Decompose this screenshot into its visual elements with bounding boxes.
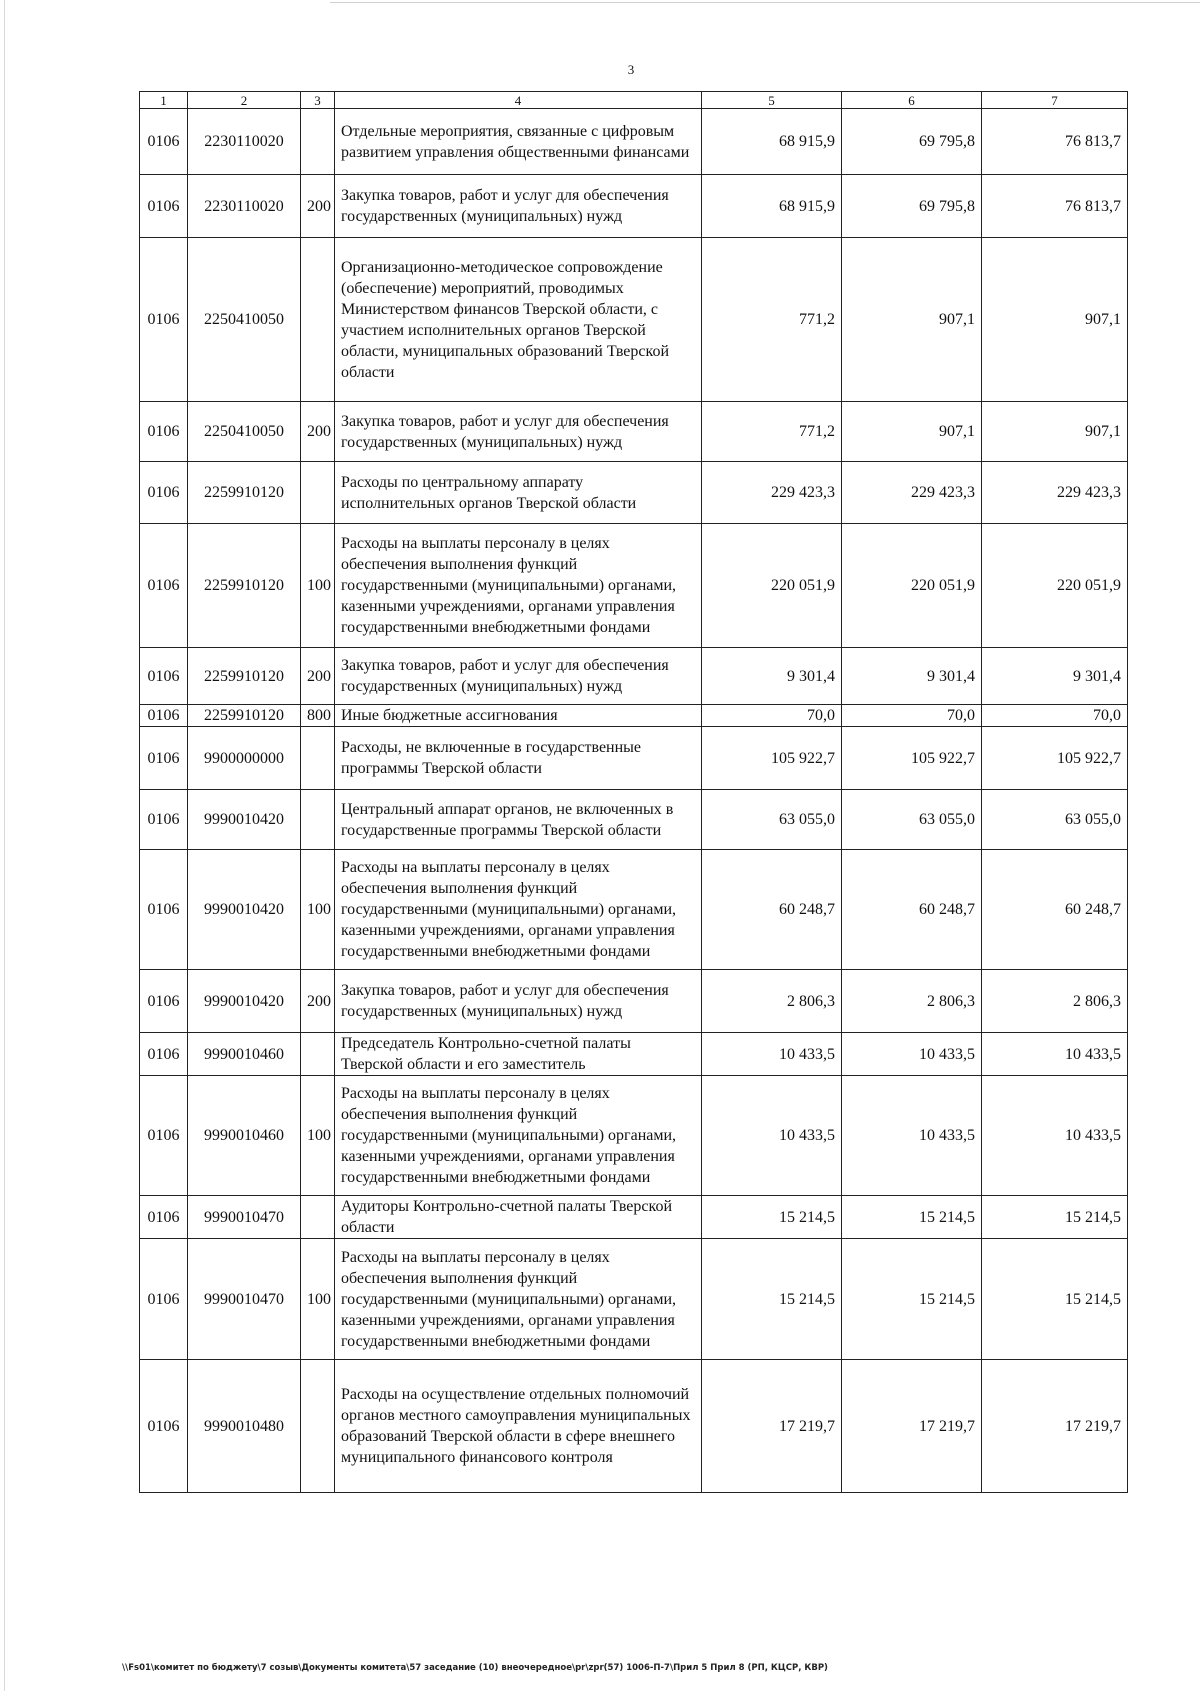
amount-col7-cell: 907,1: [982, 238, 1128, 402]
expense-type-cell: [301, 1033, 335, 1076]
footer-file-path: \\Fs01\комитет по бюджету\7 созыв\Документы комитета\57 заседание (10) внеочередное\pr\zpr(57) 1006-П-7\Прил 5 Прил 8 (РП, КЦСР, КВР): [122, 1663, 828, 1673]
amount-col6-cell: 229 423,3: [842, 462, 982, 524]
table-row: [140, 790, 1128, 850]
amount-col6-cell: 60 248,7: [842, 850, 982, 970]
amount-col7-cell: 220 051,9: [982, 524, 1128, 648]
target-article-cell: 9990010470: [188, 1196, 301, 1239]
target-article-cell: 2250410050: [188, 238, 301, 402]
amount-col6-cell: 70,0: [842, 705, 982, 727]
column-header: 5: [702, 92, 842, 109]
table-row: [140, 462, 1128, 524]
description-cell: Организационно-методическое сопровождение (обеспечение) мероприятий, проводимых Министерством финансов Тверской области, с участием исполнительных органов Тверской области, муниципальных образований Тверской области: [335, 238, 702, 402]
table-row: [140, 402, 1128, 462]
amount-col5-cell: 2 806,3: [702, 970, 842, 1033]
amount-col5-cell: 105 922,7: [702, 727, 842, 790]
scan-edge-left: [4, 0, 5, 1691]
amount-col5-cell: 10 433,5: [702, 1033, 842, 1076]
amount-col6-cell: 907,1: [842, 238, 982, 402]
amount-col6-cell: 17 219,7: [842, 1360, 982, 1493]
table-row: [140, 705, 1128, 727]
amount-col6-cell: 69 795,8: [842, 109, 982, 175]
target-article-cell: 9990010460: [188, 1033, 301, 1076]
amount-col6-cell: 10 433,5: [842, 1033, 982, 1076]
column-header: 3: [301, 92, 335, 109]
description-cell: Центральный аппарат органов, не включенных в государственные программы Тверской области: [335, 790, 702, 850]
amount-col6-cell: 220 051,9: [842, 524, 982, 648]
section-code-cell: 0106: [140, 524, 188, 648]
amount-col5-cell: 771,2: [702, 402, 842, 462]
budget-table: [139, 91, 1128, 1493]
target-article-cell: 9990010420: [188, 790, 301, 850]
amount-col7-cell: 10 433,5: [982, 1076, 1128, 1196]
amount-col5-cell: 70,0: [702, 705, 842, 727]
expense-type-cell: 200: [301, 175, 335, 238]
amount-col6-cell: 907,1: [842, 402, 982, 462]
table-row: [140, 648, 1128, 705]
expense-type-cell: 100: [301, 1239, 335, 1360]
description-cell: Расходы на выплаты персоналу в целях обеспечения выполнения функций государственными (муниципальными) органами, казенными учреждениями, органами управления государственными внебюджетными фондами: [335, 1239, 702, 1360]
table-row: [140, 1076, 1128, 1196]
amount-col7-cell: 15 214,5: [982, 1196, 1128, 1239]
expense-type-cell: [301, 790, 335, 850]
target-article-cell: 9900000000: [188, 727, 301, 790]
target-article-cell: 9990010420: [188, 850, 301, 970]
amount-col7-cell: 70,0: [982, 705, 1128, 727]
table-row: [140, 1239, 1128, 1360]
column-header: 4: [335, 92, 702, 109]
target-article-cell: 2259910120: [188, 705, 301, 727]
description-cell: Отдельные мероприятия, связанные с цифровым развитием управления общественными финансами: [335, 109, 702, 175]
description-cell: Закупка товаров, работ и услуг для обеспечения государственных (муниципальных) нужд: [335, 970, 702, 1033]
target-article-cell: 2230110020: [188, 109, 301, 175]
section-code-cell: 0106: [140, 850, 188, 970]
description-cell: Расходы по центральному аппарату исполнительных органов Тверской области: [335, 462, 702, 524]
table-row: [140, 238, 1128, 402]
table-row: [140, 1033, 1128, 1076]
amount-col7-cell: 17 219,7: [982, 1360, 1128, 1493]
page-number: 3: [627, 62, 635, 77]
amount-col5-cell: 68 915,9: [702, 109, 842, 175]
section-code-cell: 0106: [140, 705, 188, 727]
table-row: [140, 727, 1128, 790]
section-code-cell: 0106: [140, 1076, 188, 1196]
section-code-cell: 0106: [140, 790, 188, 850]
target-article-cell: 9990010480: [188, 1360, 301, 1493]
section-code-cell: 0106: [140, 1360, 188, 1493]
section-code-cell: 0106: [140, 1033, 188, 1076]
description-cell: Закупка товаров, работ и услуг для обеспечения государственных (муниципальных) нужд: [335, 175, 702, 238]
description-cell: Закупка товаров, работ и услуг для обеспечения государственных (муниципальных) нужд: [335, 402, 702, 462]
amount-col7-cell: 9 301,4: [982, 648, 1128, 705]
column-header: 6: [842, 92, 982, 109]
table-row: [140, 109, 1128, 175]
target-article-cell: 2250410050: [188, 402, 301, 462]
target-article-cell: 2259910120: [188, 462, 301, 524]
expense-type-cell: 100: [301, 524, 335, 648]
expense-type-cell: [301, 109, 335, 175]
amount-col6-cell: 10 433,5: [842, 1076, 982, 1196]
amount-col7-cell: 2 806,3: [982, 970, 1128, 1033]
amount-col7-cell: 10 433,5: [982, 1033, 1128, 1076]
amount-col6-cell: 69 795,8: [842, 175, 982, 238]
amount-col6-cell: 63 055,0: [842, 790, 982, 850]
description-cell: Председатель Контрольно-счетной палаты Тверской области и его заместитель: [335, 1033, 702, 1076]
amount-col5-cell: 15 214,5: [702, 1196, 842, 1239]
expense-type-cell: 200: [301, 970, 335, 1033]
section-code-cell: 0106: [140, 1196, 188, 1239]
column-header: 2: [188, 92, 301, 109]
section-code-cell: 0106: [140, 648, 188, 705]
amount-col7-cell: 105 922,7: [982, 727, 1128, 790]
description-cell: Расходы, не включенные в государственные программы Тверской области: [335, 727, 702, 790]
amount-col7-cell: 76 813,7: [982, 175, 1128, 238]
expense-type-cell: [301, 1360, 335, 1493]
amount-col5-cell: 220 051,9: [702, 524, 842, 648]
table-row: [140, 524, 1128, 648]
amount-col5-cell: 9 301,4: [702, 648, 842, 705]
target-article-cell: 9990010460: [188, 1076, 301, 1196]
section-code-cell: 0106: [140, 109, 188, 175]
amount-col7-cell: 229 423,3: [982, 462, 1128, 524]
target-article-cell: 2259910120: [188, 648, 301, 705]
table-row: [140, 850, 1128, 970]
description-cell: Расходы на осуществление отдельных полномочий органов местного самоуправления муниципальных образований Тверской области в сфере внешнего муниципального финансового контроля: [335, 1360, 702, 1493]
section-code-cell: 0106: [140, 462, 188, 524]
expense-type-cell: 100: [301, 1076, 335, 1196]
expense-type-cell: [301, 727, 335, 790]
scan-edge-top: [330, 2, 1200, 3]
target-article-cell: 2259910120: [188, 524, 301, 648]
description-cell: Аудиторы Контрольно-счетной палаты Тверской области: [335, 1196, 702, 1239]
amount-col5-cell: 10 433,5: [702, 1076, 842, 1196]
table-body: [140, 92, 1128, 1493]
amount-col7-cell: 76 813,7: [982, 109, 1128, 175]
amount-col5-cell: 15 214,5: [702, 1239, 842, 1360]
expense-type-cell: 200: [301, 402, 335, 462]
table-row: [140, 175, 1128, 238]
description-cell: Расходы на выплаты персоналу в целях обеспечения выполнения функций государственными (муниципальными) органами, казенными учреждениями, органами управления государственными внебюджетными фондами: [335, 850, 702, 970]
amount-col5-cell: 68 915,9: [702, 175, 842, 238]
amount-col6-cell: 15 214,5: [842, 1196, 982, 1239]
column-header: 7: [982, 92, 1128, 109]
amount-col7-cell: 63 055,0: [982, 790, 1128, 850]
target-article-cell: 2230110020: [188, 175, 301, 238]
expense-type-cell: 100: [301, 850, 335, 970]
amount-col5-cell: 60 248,7: [702, 850, 842, 970]
amount-col7-cell: 907,1: [982, 402, 1128, 462]
amount-col5-cell: 771,2: [702, 238, 842, 402]
expense-type-cell: [301, 238, 335, 402]
amount-col5-cell: 229 423,3: [702, 462, 842, 524]
section-code-cell: 0106: [140, 175, 188, 238]
column-header: 1: [140, 92, 188, 109]
section-code-cell: 0106: [140, 970, 188, 1033]
description-cell: Закупка товаров, работ и услуг для обеспечения государственных (муниципальных) нужд: [335, 648, 702, 705]
amount-col6-cell: 9 301,4: [842, 648, 982, 705]
section-code-cell: 0106: [140, 238, 188, 402]
column-number-row: [140, 92, 1128, 109]
table-row: [140, 1196, 1128, 1239]
amount-col6-cell: 2 806,3: [842, 970, 982, 1033]
table-row: [140, 1360, 1128, 1493]
section-code-cell: 0106: [140, 727, 188, 790]
expense-type-cell: [301, 1196, 335, 1239]
table-row: [140, 970, 1128, 1033]
section-code-cell: 0106: [140, 402, 188, 462]
expense-type-cell: [301, 462, 335, 524]
target-article-cell: 9990010420: [188, 970, 301, 1033]
expense-type-cell: 800: [301, 705, 335, 727]
amount-col6-cell: 105 922,7: [842, 727, 982, 790]
target-article-cell: 9990010470: [188, 1239, 301, 1360]
amount-col5-cell: 63 055,0: [702, 790, 842, 850]
amount-col7-cell: 60 248,7: [982, 850, 1128, 970]
description-cell: Расходы на выплаты персоналу в целях обеспечения выполнения функций государственными (муниципальными) органами, казенными учреждениями, органами управления государственными внебюджетными фондами: [335, 1076, 702, 1196]
description-cell: Расходы на выплаты персоналу в целях обеспечения выполнения функций государственными (муниципальными) органами, казенными учреждениями, органами управления государственными внебюджетными фондами: [335, 524, 702, 648]
description-cell: Иные бюджетные ассигнования: [335, 705, 702, 727]
section-code-cell: 0106: [140, 1239, 188, 1360]
expense-type-cell: 200: [301, 648, 335, 705]
amount-col6-cell: 15 214,5: [842, 1239, 982, 1360]
amount-col7-cell: 15 214,5: [982, 1239, 1128, 1360]
amount-col5-cell: 17 219,7: [702, 1360, 842, 1493]
